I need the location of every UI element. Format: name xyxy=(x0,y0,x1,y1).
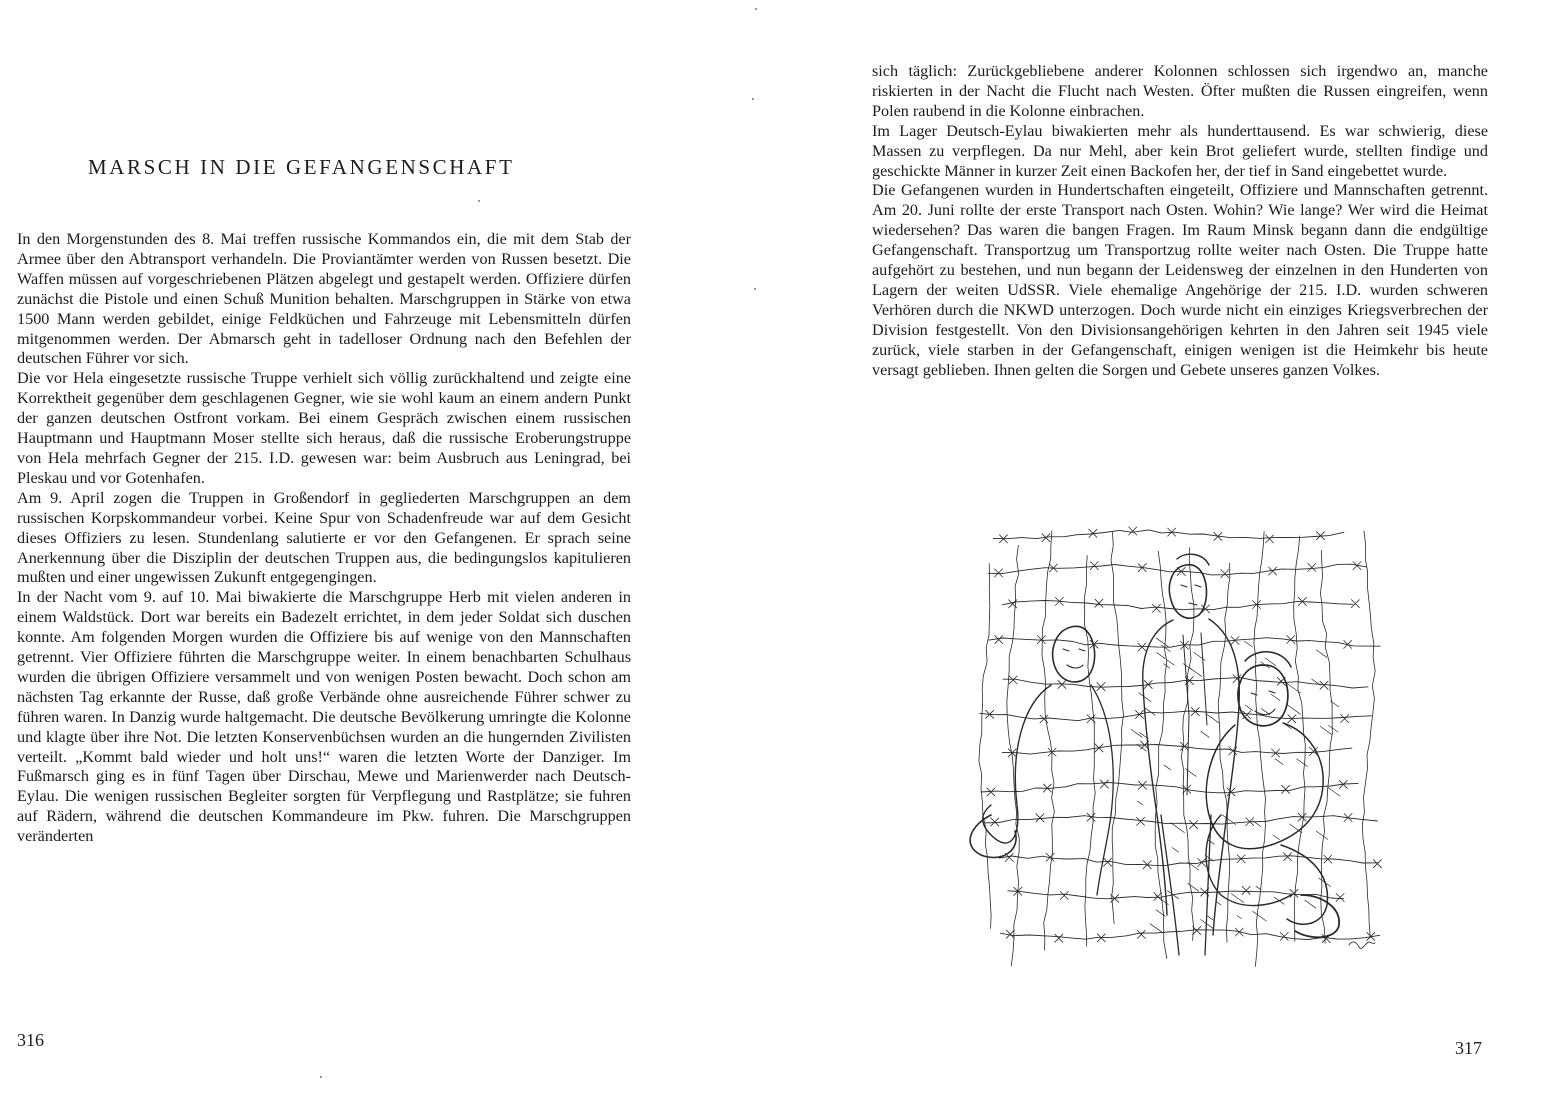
hatch-stroke xyxy=(1185,769,1196,777)
wire-barb xyxy=(1090,562,1098,570)
hatch-stroke xyxy=(1164,765,1170,770)
wire-barb xyxy=(1060,891,1068,899)
wire-line xyxy=(985,816,1378,824)
hatch-stroke xyxy=(1316,650,1326,657)
hatch-stroke xyxy=(1183,664,1191,670)
chapter-title: MARSCH IN DIE GEFANGENSCHAFT xyxy=(88,155,515,179)
hatch-stroke xyxy=(1231,894,1244,903)
wire-barb xyxy=(1100,780,1108,788)
right-page xyxy=(776,0,1552,1110)
hatch-stroke xyxy=(1320,726,1332,734)
right-page-text xyxy=(872,62,1488,381)
hatch-stroke xyxy=(1188,883,1199,891)
hatch-stroke xyxy=(1167,660,1174,665)
hatch-stroke xyxy=(1305,900,1316,908)
hatch-stroke xyxy=(1287,705,1300,714)
paragraph: Die Gefangenen wurden in Hundertschaften eingeteilt, Offiziere und Mannschaften getrennt. Am 20. Juni rollte der erste Transport nach Osten. Wohin? Wie lange? Wer wird die Heimat wiedersehen? Das waren die bangen Fragen. Im Raum Minsk begann dann die endgültige Gefangenschaft. Transportzug um Transportzug rollte weiter nach Osten. Die Truppe hatte aufgehört zu bestehen, und nun begann der Leidensweg der einzelnen in den Hunderten von Lagern der weiten UdSSR. Viele ehemalige Angehörige der 215. I.D. wurden schweren Verhören durch die NKWD unterzogen. Doch wurde nicht ein einziges Kriegsverbrechen der Division festgestellt. Von den Divisionsangehörigen kehrten in den Jahren seit 1945 viele zurück, viele starben in der Gefangenschaft, einigen wenigen ist die Heimkehr bis heute versagt geblieben. Ihnen gelten die Sorgen und Gebete unseres ganzen Volkes. xyxy=(872,181,1488,379)
print-speck xyxy=(320,1076,322,1078)
wire-line xyxy=(1003,678,1368,688)
hatch-stroke xyxy=(1194,653,1205,661)
wire-barb xyxy=(1282,785,1290,793)
wire-line xyxy=(1254,531,1266,966)
wire-barb xyxy=(1009,676,1017,684)
paragraph: sich täglich: Zurückgebliebene anderer Kolonnen schlossen sich irgendwo an, manche riskierten in der Nacht die Flucht nach Westen. Öfter mußten die Russen eingreifen, wenn Polen raubend in die Kolonne einbrachen. xyxy=(872,62,1488,120)
figure-cap xyxy=(1177,554,1209,565)
hatch-stroke xyxy=(1206,714,1219,724)
paragraph: In der Nacht vom 9. auf 10. Mai biwakierte die Marschgruppe Herb mit vielen anderen in einem Waldstück. Dort war bereits ein Badezelt errichtet, in dem jeder Soldat sich duschen konnte. Am folgenden Morgen wurden die Offiziere bis auf wenige von den Mannschaften getrennt. Vier Offiziere führten die Marschgruppe weiter. In einem benachbarten Schulhaus wurden die übrigen Offiziere versammelt und von wenigen Posten bewacht. Doch schon am nächsten Tag erkannte der Russe, daß große Verbände ohne ausreichende Führer schwer zu führen waren. In Danzig wurde haltgemacht. Die deutsche Bevölkerung umringte die Kolonne und klagte über ihre Not. Die letzten Konservenbüchsen wurden an die hungernden Zivilisten verteilt. „Kommt bald wieder und holt uns!“ waren die letzten Worte der Danziger. Im Fußmarsch ging es in fünf Tagen über Dirschau, Mewe und Marienwerder nach Deutsch-Eylau. Die wenigen russischen Begleiter sorgten für Verpflegung und Rastplätze; sie fuhren auf Rädern, während die deutschen Kommandeure im Pkw. fuhren. Die Marschgruppen veränderten xyxy=(17,588,631,846)
print-speck xyxy=(478,200,480,202)
wire-barb xyxy=(1104,858,1112,866)
hatch-stroke xyxy=(1208,916,1213,920)
hatch-stroke xyxy=(1139,693,1151,702)
paragraph: In den Morgenstunden des 8. Mai treffen russische Kommandos ein, die mit dem Stab der Armee über den Abtransport verhandeln. Die Proviantämter werden von Russen besetzt. Die Waffen müssen auf vorgeschriebenen Plätzen abgelegt und gestapelt werden. Offiziere dürfen zunächst die Pistole und einen Schuß Munition behalten. Marschgruppen in Stärke von etwa 1500 Mann werden gebildet, einige Feldküchen und Fahrzeuge mit Lebensmitteln dürfen mitgenommen werden. Der Abmarsch geht in tadelloser Ordnung nach den Befehlen der deutschen Führer vor sich. xyxy=(17,230,631,368)
hatch-stroke xyxy=(1157,653,1166,659)
paragraph: Die vor Hela eingesetzte russische Truppe verhielt sich völlig zurückhaltend und zeigte eine Korrektheit gegenüber dem geschlagenen Gegner, wie sie wohl kaum an einem andern Punkt der ganzen deutschen Ostfront vorkam. Bei einem Gespräch zwischen einem russischen Hauptmann und Hauptmann Moser stellte sich heraus, daß die russische Eroberungstruppe von Hela mehrfach Gegner der 215. I.D. gewesen war: beim Ausbruch aus Leningrad, bei Pleskau und vor Gotenhafen. xyxy=(17,369,631,487)
hatch-stroke xyxy=(1171,823,1185,833)
wire-barb xyxy=(1320,681,1328,689)
wire-line xyxy=(980,711,1372,721)
hatch-stroke xyxy=(1297,759,1308,767)
wire-barb xyxy=(1137,930,1145,938)
hatch-stroke xyxy=(1161,645,1170,651)
hatch-stroke xyxy=(1256,886,1261,890)
left-page-text xyxy=(17,230,631,847)
wire-barb xyxy=(1336,894,1344,902)
print-speck xyxy=(752,98,754,100)
wire-barb xyxy=(1242,886,1250,894)
wire-barb xyxy=(1129,527,1137,535)
hatch-stroke xyxy=(1271,694,1280,700)
figure-legs xyxy=(1161,815,1211,955)
figure-coat xyxy=(1209,619,1239,935)
paragraph: Am 9. April zogen die Truppen in Großendorf in gegliederten Marschgruppen an dem russischen Korpskommandeur vorbei. Keine Spur von Schadenfreude war auf dem Gesicht dieses Offiziers zu lesen. Stundenlang salutierte er vor den Gefangenen. Er sprach seine Anerkennung über die Disziplin der deutschen Truppen aus, die bedingungslos kapitulieren mußten und einer ungewissen Zukunft entgegengingen. xyxy=(17,488,631,587)
hatch-stroke xyxy=(1316,831,1328,839)
wire-barb xyxy=(1097,683,1105,691)
paragraph: Im Lager Deutsch-Eylau biwakierten mehr als hunderttausend. Es war schwierig, diese Massen zu verpflegen. Da nur Mehl, aber kein Brot geliefert wurde, stellten findige und geschickte Männer in kurzer Zeit einen Backofen her, der tief in Sand eingebettet wurde. xyxy=(872,121,1488,180)
wire-barb xyxy=(995,636,1003,644)
hatch-stroke xyxy=(1150,924,1163,933)
wire-line xyxy=(1362,531,1375,938)
crouching-body xyxy=(1206,723,1323,849)
wire-barb xyxy=(1290,889,1298,897)
page-number-left: 316 xyxy=(17,1030,44,1050)
wire-line xyxy=(1111,532,1124,923)
hatch-stroke xyxy=(1201,731,1210,737)
wire-line xyxy=(1294,536,1306,941)
print-speck xyxy=(755,8,757,10)
wire-barb xyxy=(1055,934,1063,942)
wire-barb xyxy=(1227,788,1235,796)
hatch-stroke xyxy=(1217,902,1222,905)
wire-barb xyxy=(1341,715,1349,723)
wire-line xyxy=(1181,548,1194,941)
wire-barb xyxy=(1137,817,1145,825)
wire-barb xyxy=(1373,860,1381,868)
hatch-stroke xyxy=(1275,759,1283,765)
hatch-stroke xyxy=(1156,910,1165,917)
hatch-stroke xyxy=(1145,708,1156,716)
hatch-stroke xyxy=(1290,824,1302,833)
hatch-stroke xyxy=(1208,840,1214,844)
figure-folds xyxy=(1183,633,1207,795)
wire-barb xyxy=(1190,821,1198,829)
wire-barb xyxy=(1221,570,1229,578)
hatch-stroke xyxy=(1172,848,1178,853)
hatch-stroke xyxy=(1273,835,1280,840)
prisoners-sketch-illustration xyxy=(951,515,1406,985)
wire-barb xyxy=(1308,563,1316,571)
hatch-stroke xyxy=(1244,641,1252,647)
hatch-stroke xyxy=(1253,911,1267,921)
hatch-stroke xyxy=(1138,801,1143,805)
prisoner-body xyxy=(1091,685,1113,895)
wire-barb xyxy=(1138,643,1146,651)
wire-barb xyxy=(1193,927,1201,935)
artist-signature xyxy=(1349,942,1375,948)
wire-barb xyxy=(1036,814,1044,822)
page-number-right: 317 xyxy=(1455,1038,1482,1058)
print-speck xyxy=(754,288,756,290)
hatch-stroke xyxy=(1328,788,1340,797)
wire-barb xyxy=(1095,599,1103,607)
crouching-boot xyxy=(1295,895,1339,937)
wire-barb xyxy=(1284,853,1292,861)
prisoner-face xyxy=(1063,649,1085,668)
wire-barb xyxy=(995,569,1003,577)
wire-barb xyxy=(1152,604,1160,612)
hatch-stroke xyxy=(1168,891,1179,899)
hatch-stroke xyxy=(1329,725,1338,732)
wire-line xyxy=(1084,556,1095,947)
wire-barb xyxy=(991,818,999,826)
wire-barb xyxy=(1280,932,1288,940)
hatch-stroke xyxy=(1274,897,1284,904)
wire-line xyxy=(979,564,991,929)
wire-barb xyxy=(1351,600,1359,608)
hatch-stroke xyxy=(1262,709,1270,715)
wire-line xyxy=(981,783,1358,793)
wire-barb xyxy=(1266,535,1274,543)
wire-line xyxy=(1042,531,1054,950)
hatch-stroke xyxy=(1237,916,1241,919)
hatch-stroke xyxy=(1245,705,1252,710)
wire-line xyxy=(1218,563,1230,942)
